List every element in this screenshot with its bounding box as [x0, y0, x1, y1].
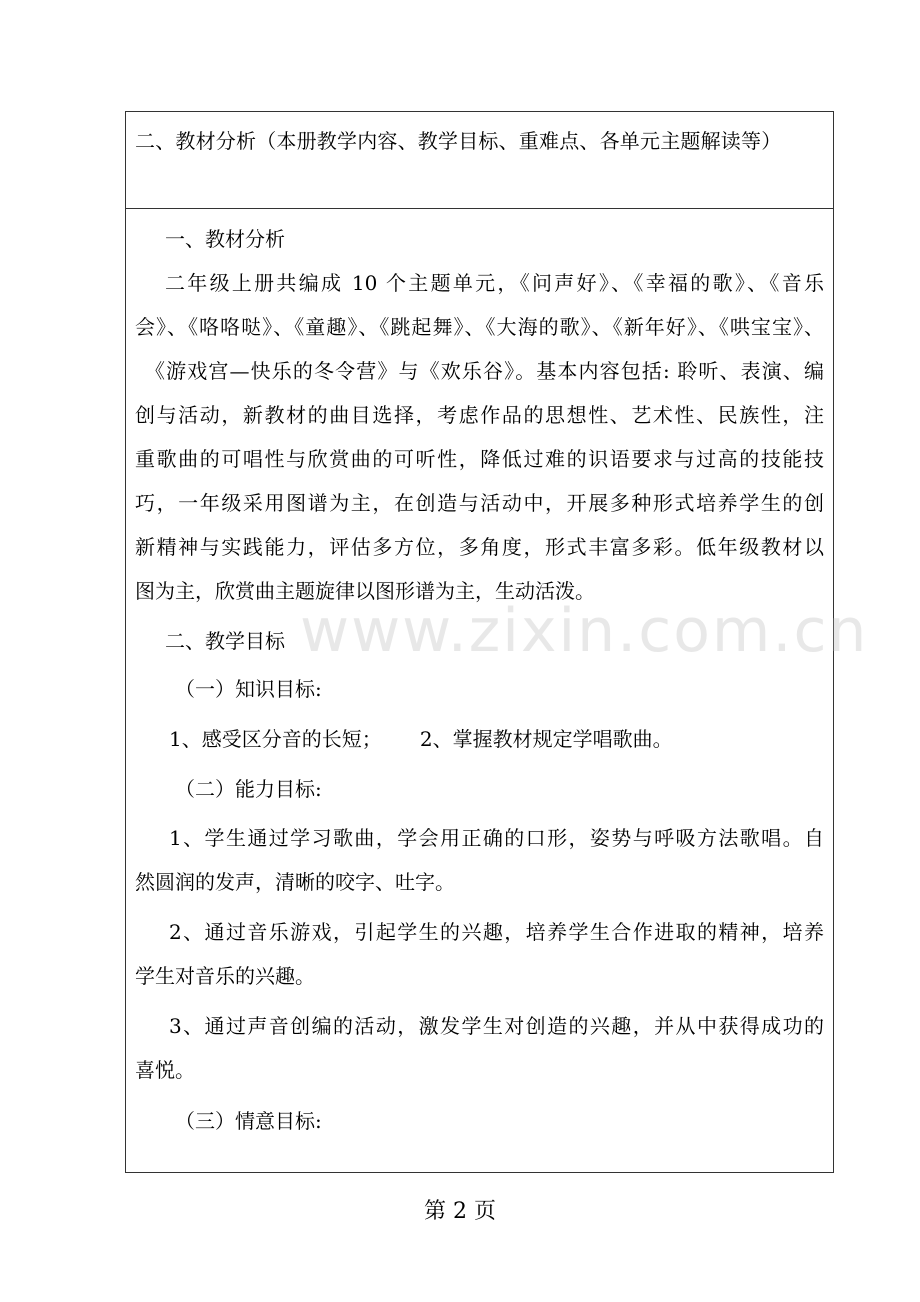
ability3-line-1: 3、通过声音创编的活动，激发学生对创造的兴趣，并从中获得成功的: [169, 1014, 824, 1038]
content-table: [125, 111, 834, 1173]
section-title: 二、教材分析（本册教学内容、教学目标、重难点、各单元主题解读等）: [135, 129, 782, 153]
ability3-line-2: 喜悦。: [135, 1058, 195, 1082]
para1-line-1: 二年级上册共编成 10 个主题单元，《问声好》、《幸福的歌》、《音乐: [165, 271, 824, 295]
subheading-ability: （二）能力目标:: [175, 777, 322, 801]
page-number: 第 2 页: [424, 1199, 496, 1224]
para1-line-3: 《游戏宫—快乐的冬令营》与《欢乐谷》。基本内容包括: 聆听、表演、编: [145, 359, 824, 383]
para1-line-8: 图为主，欣赏曲主题旋律以图形谱为主，生动活泼。: [135, 579, 595, 603]
heading-teaching-goals: 二、教学目标: [165, 629, 285, 653]
table-body-cell: [126, 209, 833, 1172]
heading-textbook-analysis: 一、教材分析: [165, 227, 285, 251]
table-header-cell: [126, 112, 833, 209]
ability2-line-2: 学生对音乐的兴趣。: [135, 964, 315, 988]
ability1-line-2: 然圆润的发声，清晰的咬字、吐字。: [135, 870, 455, 894]
ability1-line-1: 1、学生通过学习歌曲，学会用正确的口形，姿势与呼吸方法歌唱。自: [169, 826, 824, 850]
knowledge-goals-line: 1、感受区分音的长短； 2、掌握教材规定学唱歌曲。: [169, 727, 673, 751]
subheading-knowledge: （一）知识目标:: [175, 677, 322, 701]
subheading-emotional: （三）情意目标:: [175, 1109, 322, 1133]
para1-line-5: 重歌曲的可唱性与欣赏曲的可听性，降低过难的识语要求与过高的技能技: [135, 447, 824, 471]
ability2-line-1: 2、通过音乐游戏，引起学生的兴趣，培养学生合作进取的精神，培养: [169, 920, 824, 944]
para1-line-7: 新精神与实践能力，评估多方位，多角度，形式丰富多彩。低年级教材以: [135, 535, 824, 559]
para1-line-4: 创与活动，新教材的曲目选择，考虑作品的思想性、艺术性、民族性，注: [135, 403, 824, 427]
para1-line-2: 会》、《咯咯哒》、《童趣》、《跳起舞》、《大海的歌》、《新年好》、《哄宝宝》、: [135, 315, 824, 339]
para1-line-6: 巧，一年级采用图谱为主，在创造与活动中，开展多种形式培养学生的创: [135, 491, 824, 515]
watermark: www.zixin.com.cn: [300, 596, 869, 666]
